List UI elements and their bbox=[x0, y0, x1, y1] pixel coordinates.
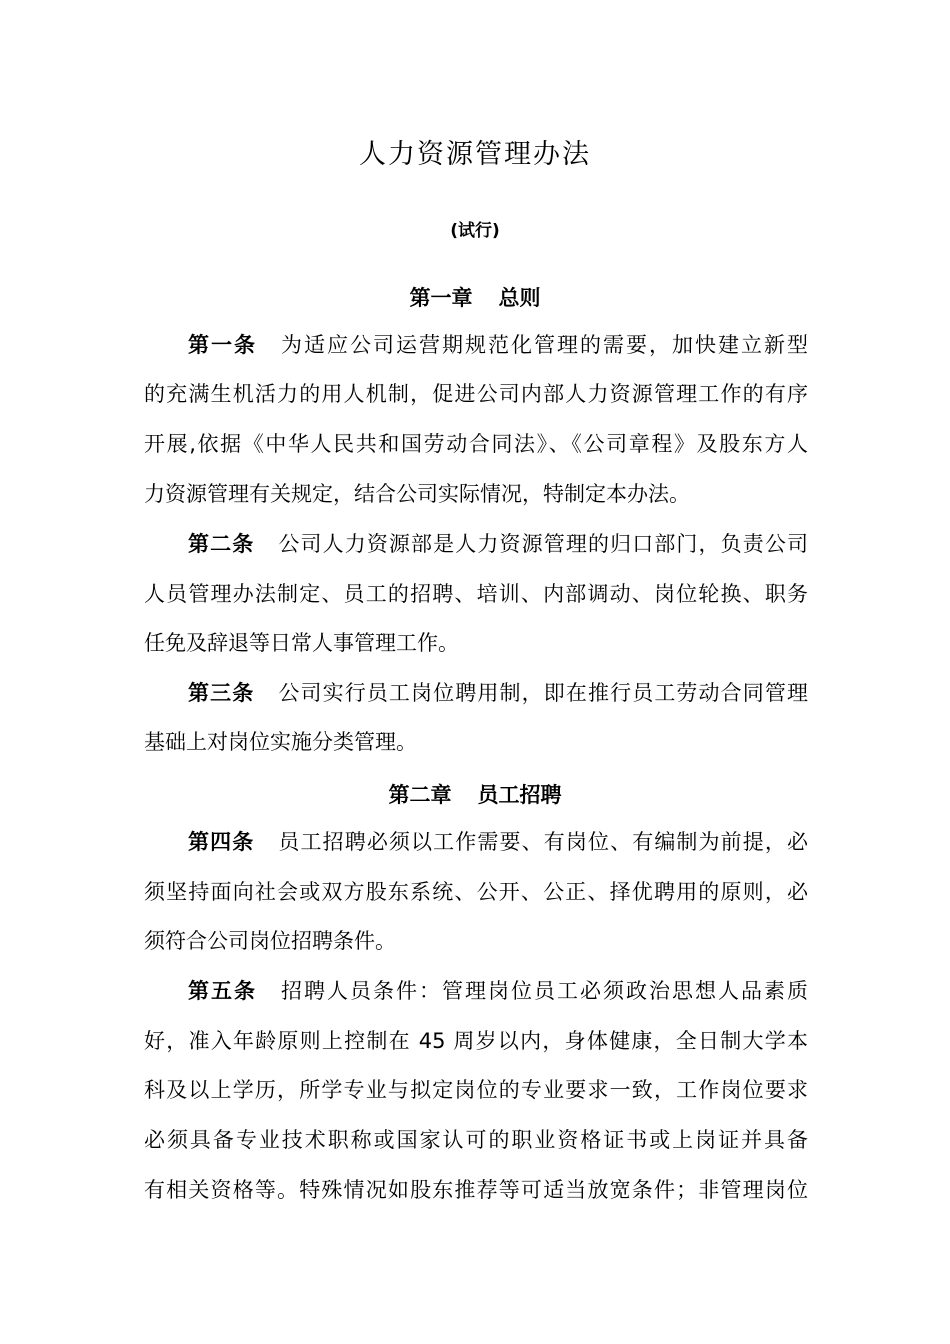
document-title: 人力资源管理办法 bbox=[359, 139, 591, 170]
chapter-name: 总则 bbox=[498, 286, 541, 310]
chapter-name: 员工招聘 bbox=[477, 783, 562, 807]
chapter-heading-2 bbox=[0, 779, 950, 809]
article-number: 第五条 bbox=[188, 979, 257, 1003]
article-line: 必须具备专业技术职称或国家认可的职业资格证书或上岗证并具备 bbox=[144, 1128, 808, 1152]
chapter-label: 第二章 bbox=[388, 783, 452, 807]
article-text: 员工招聘必须以工作需要、有岗位、有编制为前提，必 bbox=[278, 830, 809, 854]
article-line: 须符合公司岗位招聘条件。 bbox=[144, 929, 396, 953]
article-number: 第二条 bbox=[188, 532, 255, 556]
article-line bbox=[188, 330, 808, 360]
article-line: 力资源管理有关规定，结合公司实际情况，特制定本办法。 bbox=[144, 482, 690, 506]
article-line bbox=[188, 827, 808, 857]
article-text: 公司人力资源部是人力资源管理的归口部门，负责公司 bbox=[278, 532, 809, 556]
article-line: 任免及辞退等日常人事管理工作。 bbox=[144, 631, 459, 655]
document-subtitle: (试行) bbox=[450, 221, 500, 241]
chapter-heading-1 bbox=[0, 282, 950, 312]
article-line: 科及以上学历，所学专业与拟定岗位的专业要求一致，工作岗位要求 bbox=[144, 1078, 808, 1102]
article-line: 有相关资格等。特殊情况如股东推荐等可适当放宽条件；非管理岗位 bbox=[144, 1178, 808, 1202]
article-line: 基础上对岗位实施分类管理。 bbox=[144, 730, 417, 754]
article-number: 第四条 bbox=[188, 830, 255, 854]
article-text: 公司实行员工岗位聘用制，即在推行员工劳动合同管理 bbox=[278, 681, 809, 705]
article-line: 的充满生机活力的用人机制，促进公司内部人力资源管理工作的有序 bbox=[144, 382, 808, 406]
article-text: 招聘人员条件：管理岗位员工必须政治思想人品素质 bbox=[281, 979, 808, 1003]
article-text: 为适应公司运营期规范化管理的需要，加快建立新型 bbox=[281, 333, 808, 357]
article-number: 第一条 bbox=[188, 333, 257, 357]
article-line bbox=[188, 529, 808, 559]
article-line: 人员管理办法制定、员工的招聘、培训、内部调动、岗位轮换、职务 bbox=[144, 582, 808, 606]
article-line bbox=[188, 678, 808, 708]
article-line: 须坚持面向社会或双方股东系统、公开、公正、择优聘用的原则，必 bbox=[144, 880, 808, 904]
article-line bbox=[188, 976, 808, 1006]
chapter-label: 第一章 bbox=[409, 286, 473, 310]
article-number: 第三条 bbox=[188, 681, 255, 705]
article-line: 好，准入年龄原则上控制在 45 周岁以内，身体健康，全日制大学本 bbox=[144, 1029, 808, 1053]
article-line: 开展,依据《中华人民共和国劳动合同法》、《公司章程》及股东方人 bbox=[144, 432, 808, 456]
